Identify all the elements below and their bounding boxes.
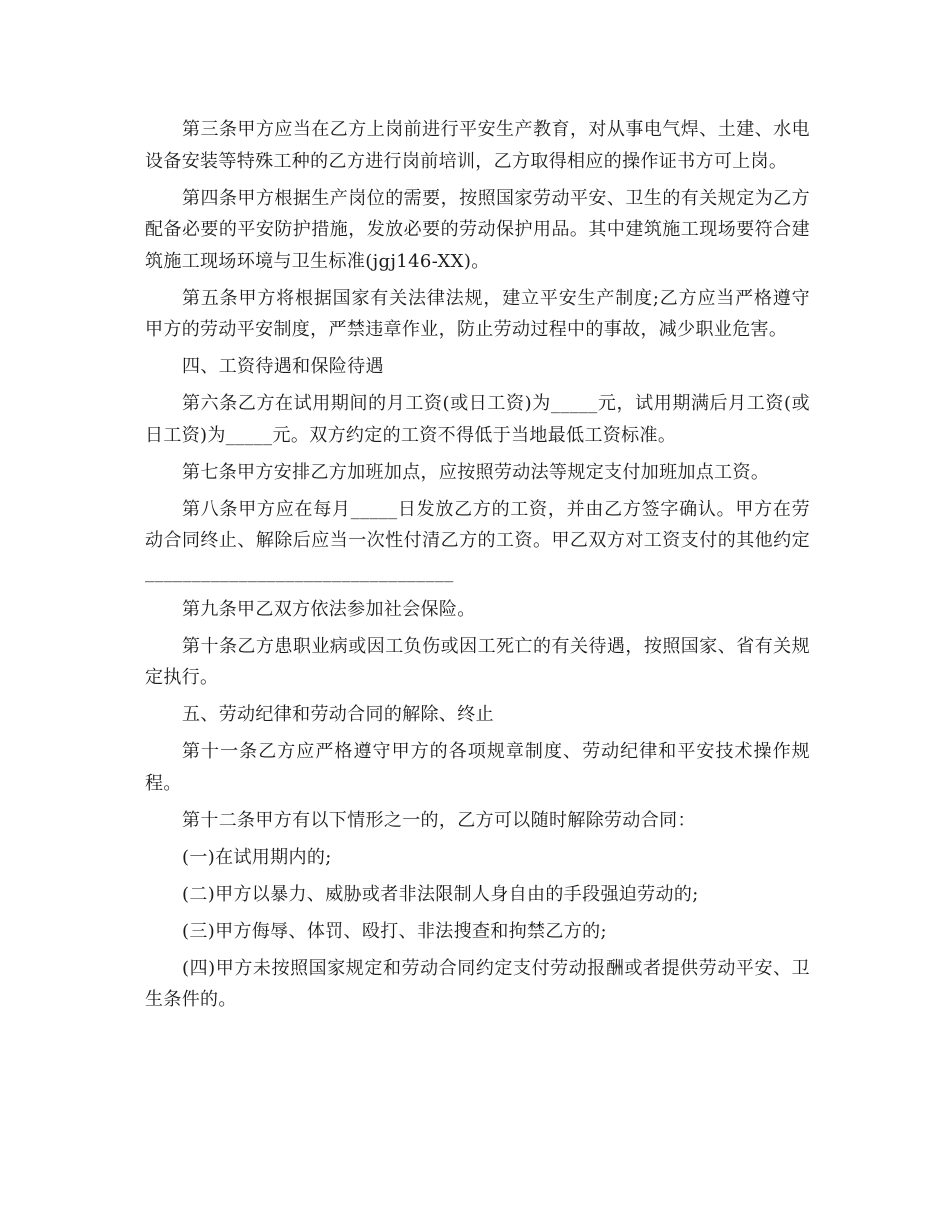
document-body	[145, 114, 810, 1021]
article-9-paragraph: 第九条甲乙双方依法参加社会保险。	[182, 598, 476, 620]
section-5-heading: 五、劳动纪律和劳动合同的解除、终止	[182, 704, 494, 725]
article-5-paragraph: 第五条甲方将根据国家有关法律法规，建立平安生产制度;乙方应当严格遵守甲方的劳动平安制度，严禁违章作业，防止劳动过程中的事故，减少职业危害。	[145, 287, 810, 340]
section-4-heading: 四、工资待遇和保险待遇	[182, 356, 384, 377]
list-item-4: (四)甲方未按照国家规定和劳动合同约定支付劳动报酬或者提供劳动平安、卫生条件的。	[145, 957, 810, 1010]
article-6-paragraph: 第六条乙方在试用期间的月工资(或日工资)为_____元，试用期满后月工资(或日工资)为_____元。双方约定的工资不得低于当地最低工资标准。	[145, 393, 810, 446]
article-8-paragraph: 第八条甲方应在每月_____日发放乙方的工资，并由乙方签字确认。甲方在劳动合同终止、解除后应当一次性付清乙方的工资。甲乙双方对工资支付的其他约定_________________________________	[145, 498, 810, 583]
article-4-paragraph: 第四条甲方根据生产岗位的需要，按照国家劳动平安、卫生的有关规定为乙方配备必要的平安防护措施，发放必要的劳动保护用品。其中建筑施工现场要符合建筑施工现场环境与卫生标准(jgj146-XX)。	[145, 187, 810, 272]
article-11-paragraph: 第十一条乙方应严格遵守甲方的各项规章制度、劳动纪律和平安技术操作规程。	[145, 741, 810, 794]
article-10-paragraph: 第十条乙方患职业病或因工负伤或因工死亡的有关待遇，按照国家、省有关规定执行。	[145, 635, 810, 688]
list-item-2: (二)甲方以暴力、威胁或者非法限制人身自由的手段强迫劳动的;	[182, 883, 699, 905]
article-3-paragraph: 第三条甲方应当在乙方上岗前进行平安生产教育，对从事电气焊、土建、水电设备安装等特殊工种的乙方进行岗前培训，乙方取得相应的操作证书方可上岗。	[145, 119, 810, 172]
list-item-1: (一)在试用期内的;	[182, 846, 332, 868]
article-12-paragraph: 第十二条甲方有以下情形之一的，乙方可以随时解除劳动合同：	[182, 809, 696, 831]
article-7-paragraph: 第七条甲方安排乙方加班加点，应按照劳动法等规定支付加班加点工资。	[182, 461, 770, 483]
list-item-3: (三)甲方侮辱、体罚、殴打、非法搜查和拘禁乙方的;	[182, 920, 607, 942]
